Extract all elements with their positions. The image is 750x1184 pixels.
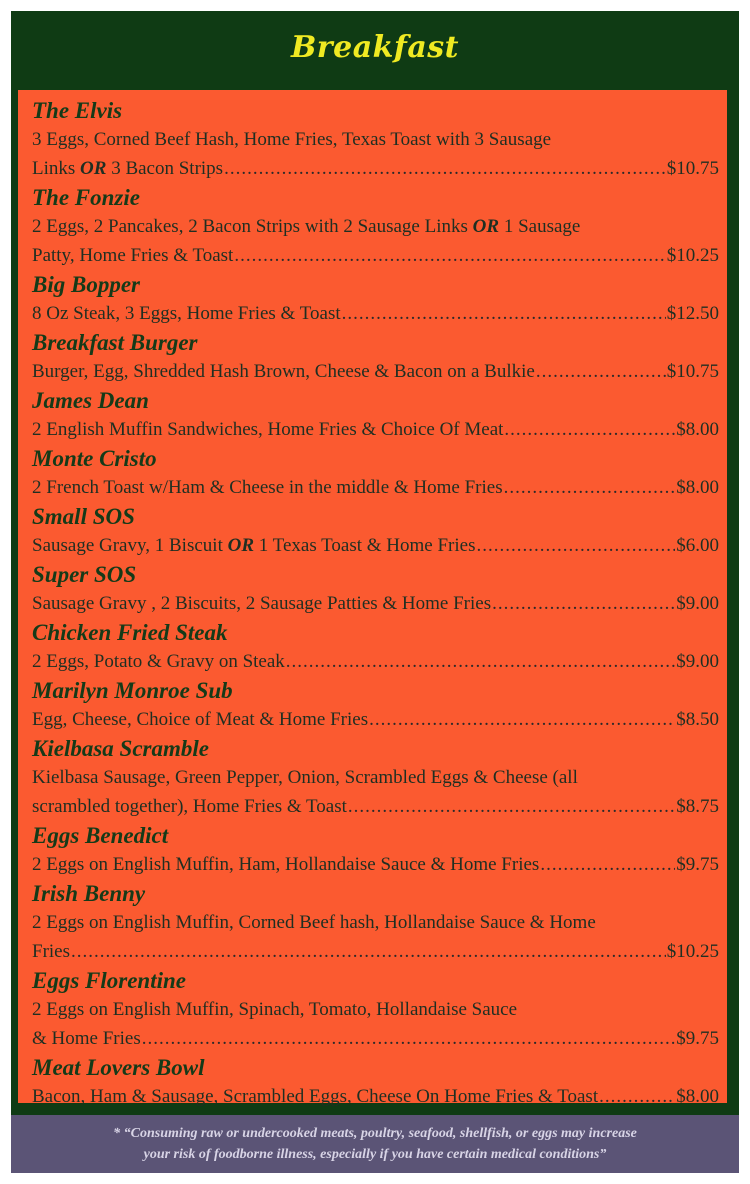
item-price: $9.00 xyxy=(676,651,719,672)
desc-segment: 2 Eggs, 2 Pancakes, 2 Bacon Strips with 2 Sausage Links xyxy=(32,216,473,237)
description-line xyxy=(32,850,719,879)
item-name: Irish Benny xyxy=(32,881,146,906)
dot-leader xyxy=(234,241,665,270)
item-name: Eggs Benedict xyxy=(32,823,169,848)
menu-item xyxy=(32,1053,719,1111)
description-line xyxy=(32,647,719,676)
dot-leader xyxy=(504,473,676,502)
menu-item xyxy=(32,560,719,618)
menu-frame xyxy=(11,11,739,1173)
item-name: Big Bopper xyxy=(32,272,140,297)
item-name: Small SOS xyxy=(32,504,135,529)
description-line xyxy=(32,154,719,183)
item-price: $9.00 xyxy=(676,593,719,614)
item-name: Marilyn Monroe Sub xyxy=(32,678,233,703)
desc-segment: 3 Bacon Strips xyxy=(106,158,224,179)
desc-segment: 3 Eggs, Corned Beef Hash, Home Fries, Texas Toast with 3 Sausage xyxy=(32,129,552,150)
description-line xyxy=(32,415,719,444)
desc-segment: 2 Eggs on English Muffin, Corned Beef hash, Hollandaise Sauce & Home xyxy=(32,912,596,933)
dot-leader xyxy=(540,850,675,879)
disclaimer-text xyxy=(45,1123,705,1165)
desc-segment: Patty, Home Fries & Toast xyxy=(32,245,234,266)
desc-segment: scrambled together), Home Fries & Toast xyxy=(32,796,347,817)
menu-item xyxy=(32,821,719,879)
item-price: $10.25 xyxy=(666,245,719,266)
description-line xyxy=(32,357,719,386)
dot-leader xyxy=(492,589,675,618)
disclaimer-line-2: your risk of foodborne illness, especially if you have certain medical conditions” xyxy=(143,1147,607,1162)
description-line xyxy=(32,241,719,270)
desc-segment: 8 Oz Steak, 3 Eggs, Home Fries & Toast xyxy=(32,303,341,324)
menu-item xyxy=(32,618,719,676)
item-price: $10.75 xyxy=(666,158,719,179)
desc-segment: Burger, Egg, Shredded Hash Brown, Cheese & Bacon on a Bulkie xyxy=(32,361,535,382)
description-line xyxy=(32,792,719,821)
item-description xyxy=(32,705,719,734)
item-name: Chicken Fried Steak xyxy=(32,620,228,645)
desc-segment: 2 French Toast w/Ham & Cheese in the middle & Home Fries xyxy=(32,477,503,498)
item-description xyxy=(32,908,719,966)
dot-leader xyxy=(536,357,666,386)
desc-segment: 2 English Muffin Sandwiches, Home Fries & Choice Of Meat xyxy=(32,419,504,440)
item-name: Super SOS xyxy=(32,562,137,587)
menu-item xyxy=(32,734,719,821)
dot-leader xyxy=(342,299,666,328)
item-price: $9.75 xyxy=(676,854,719,875)
item-description xyxy=(32,995,719,1053)
item-description xyxy=(32,647,719,676)
item-price: $6.00 xyxy=(676,535,719,556)
or-emphasis: OR xyxy=(227,535,255,556)
menu-item xyxy=(32,444,719,502)
description-line xyxy=(32,299,719,328)
menu-items-panel xyxy=(16,88,729,1105)
item-name: The Fonzie xyxy=(32,185,140,210)
menu-item xyxy=(32,502,719,560)
or-emphasis: OR xyxy=(80,158,107,179)
item-price: $8.00 xyxy=(676,1086,719,1107)
item-description xyxy=(32,212,719,270)
desc-segment: Fries xyxy=(32,941,70,962)
item-price: $10.75 xyxy=(666,361,719,382)
description-line xyxy=(32,908,719,937)
desc-segment: 1 Sausage xyxy=(499,216,581,237)
menu-item xyxy=(32,966,719,1053)
section-title: Breakfast xyxy=(290,29,460,65)
item-name: Eggs Florentine xyxy=(32,968,187,993)
item-name: Monte Cristo xyxy=(32,446,157,471)
item-description xyxy=(32,531,719,560)
item-description xyxy=(32,299,719,328)
item-price: $9.75 xyxy=(676,1028,719,1049)
dot-leader xyxy=(476,531,675,560)
menu-item xyxy=(32,270,719,328)
item-name: The Elvis xyxy=(32,98,123,123)
dot-leader xyxy=(599,1082,675,1111)
item-name: Kielbasa Scramble xyxy=(32,736,209,761)
item-description xyxy=(32,763,719,821)
menu-item xyxy=(32,96,719,183)
dot-leader xyxy=(348,792,675,821)
item-description xyxy=(32,850,719,879)
disclaimer-line-1: * “Consuming raw or undercooked meats, poultry, seafood, shellfish, or eggs may increase xyxy=(113,1126,637,1141)
desc-segment: Egg, Cheese, Choice of Meat & Home Fries xyxy=(32,709,369,730)
menu-header xyxy=(11,11,739,83)
description-line xyxy=(32,531,719,560)
desc-segment: Bacon, Ham & Sausage, Scrambled Eggs, Cheese On Home Fries & Toast xyxy=(32,1086,599,1107)
item-name: Breakfast Burger xyxy=(32,330,198,355)
description-line xyxy=(32,473,719,502)
menu-item xyxy=(32,183,719,270)
item-price: $8.50 xyxy=(676,709,719,730)
item-name: James Dean xyxy=(32,388,149,413)
description-line xyxy=(32,1082,719,1111)
desc-segment: 2 Eggs on English Muffin, Ham, Hollandaise Sauce & Home Fries xyxy=(32,854,540,875)
description-line xyxy=(32,937,719,966)
desc-segment: 1 Texas Toast & Home Fries xyxy=(254,535,476,556)
item-price: $10.25 xyxy=(666,941,719,962)
description-line xyxy=(32,763,719,792)
dot-leader xyxy=(224,154,666,183)
dot-leader xyxy=(71,937,666,966)
dot-leader xyxy=(286,647,675,676)
menu-item xyxy=(32,386,719,444)
item-description xyxy=(32,473,719,502)
item-description xyxy=(32,415,719,444)
item-description xyxy=(32,357,719,386)
menu-item xyxy=(32,676,719,734)
item-description xyxy=(32,125,719,183)
description-line xyxy=(32,589,719,618)
dot-leader xyxy=(369,705,675,734)
item-price: $12.50 xyxy=(666,303,719,324)
health-disclaimer xyxy=(11,1115,739,1173)
desc-segment: 2 Eggs on English Muffin, Spinach, Tomato, Hollandaise Sauce xyxy=(32,999,518,1020)
desc-segment: 2 Eggs, Potato & Gravy on Steak xyxy=(32,651,285,672)
desc-segment: Sausage Gravy, 1 Biscuit xyxy=(32,535,228,556)
item-price: $8.00 xyxy=(676,477,719,498)
description-line xyxy=(32,995,719,1024)
dot-leader xyxy=(142,1024,676,1053)
desc-segment: Links xyxy=(32,158,81,179)
item-description xyxy=(32,589,719,618)
menu-item xyxy=(32,328,719,386)
dot-leader xyxy=(504,415,675,444)
desc-segment: Sausage Gravy , 2 Biscuits, 2 Sausage Patties & Home Fries xyxy=(32,593,492,614)
item-price: $8.00 xyxy=(676,419,719,440)
or-emphasis: OR xyxy=(472,216,500,237)
item-name: Meat Lovers Bowl xyxy=(32,1055,205,1080)
item-price: $8.75 xyxy=(676,796,719,817)
desc-segment: Kielbasa Sausage, Green Pepper, Onion, Scrambled Eggs & Cheese (all xyxy=(32,767,578,788)
description-line xyxy=(32,125,719,154)
item-description xyxy=(32,1082,719,1111)
desc-segment: & Home Fries xyxy=(32,1028,141,1049)
description-line xyxy=(32,1024,719,1053)
description-line xyxy=(32,705,719,734)
description-line xyxy=(32,212,719,241)
menu-item xyxy=(32,879,719,966)
